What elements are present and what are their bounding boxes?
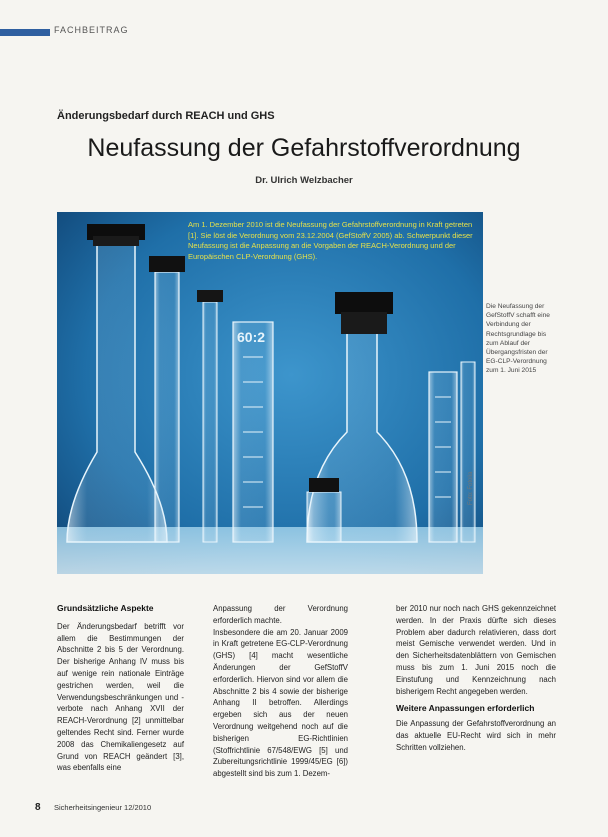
journal-name: Sicherheitsingenieur 12/2010 — [54, 803, 152, 812]
svg-text:60:2: 60:2 — [237, 329, 266, 345]
article-lead: Am 1. Dezember 2010 ist die Neufassung der Gefahrstoffverordnung in Kraft getreten [1]. Sie löst die Verordnung vom 23.12.2004 (GefStoffV 2005) ab. Schwerpunkt dieser Neufassung ist die Anpassung an die Vorgaben der REACH-Verordnung und der Europäischen CLP-Verordnung (GHS). — [188, 220, 473, 261]
article-kicker: Änderungsbedarf durch REACH und GHS — [57, 110, 275, 122]
photo-caption: Die Neufassung der GefStoffV schafft eine Verbindung der Rechtsgrundlage bis zum Ablauf der Übergangsfristen der EG-CLP-Verordnung zum 1. Juni 2015 — [486, 303, 550, 375]
section-color-bar — [0, 29, 50, 36]
text-column-3 — [396, 603, 556, 754]
body-paragraph: Der Änderungsbedarf betrifft vor allem die Bestimmungen der Abschnitte 2 bis 5 der Verordnung. Der bisherige Anhang IV muss bis auf wenige rein nationale Einträge gestrichen werden, weil die Verwendungsbeschränkungen und -verbote nach Anhang XVII der REACH-Verordnung [2] unmittelbar geltendes Recht sind. Ferner wurde 2008 das Chemikaliengesetz auf Grund von REACH geändert [3], was ebenfalls eine — [57, 621, 184, 773]
article-author: Dr. Ulrich Welzbacher — [255, 175, 353, 186]
text-column-1 — [57, 603, 184, 774]
body-paragraph: Anpassung der Verordnung erforderlich machte. — [213, 604, 348, 625]
article-title: Neufassung der Gefahrstoffverordnung — [87, 134, 521, 162]
text-column-2 — [213, 603, 348, 780]
section-label: FACHBEITRAG — [54, 25, 129, 35]
section-heading: Grundsätzliche Aspekte — [57, 603, 154, 613]
body-paragraph: Die Anpassung der Gefahrstoffverordnung an das aktuelle EU-Recht wird sich in mehr Schritten vollziehen. — [396, 719, 556, 752]
page-number: 8 — [35, 802, 41, 813]
body-paragraph: ber 2010 nur noch nach GHS gekennzeichnet werden. In der Praxis dürfte sich dieses Problem aber dadurch relativieren, dass dort meist Gemische verwendet werden. Und in den Sicherheitsdatenblättern von Gemischen muss bis zum 1. Juni 2015 noch die Einstufung und Kennzeichnung nach bisherigem Recht angegeben werden. — [396, 604, 556, 696]
lab-glassware-photo — [57, 212, 483, 574]
body-paragraph: Insbesondere die am 20. Januar 2009 in Kraft getretene EG-CLP-Verordnung (GHS) [4] macht wesentliche Änderungen der GefStoffV erforderlich. Hiervon sind vor allem die Abschnitte 2 bis 4 sowie der bisherige Anhang II betroffen. Allerdings ergeben sich aus der neuen Verordnung weitgehend noch auf die bisherigen EG-Richtlinien (Stoffrichtlinie 67/548/EWG [5] und Zubereitungsrichtlinie 1999/45/EG [6]) abgestellt sind bis zum 1. Dezem- — [213, 627, 348, 779]
photo-credit: Foto: Fotolia — [468, 471, 474, 505]
section-heading: Weitere Anpassungen erforderlich — [396, 703, 535, 714]
